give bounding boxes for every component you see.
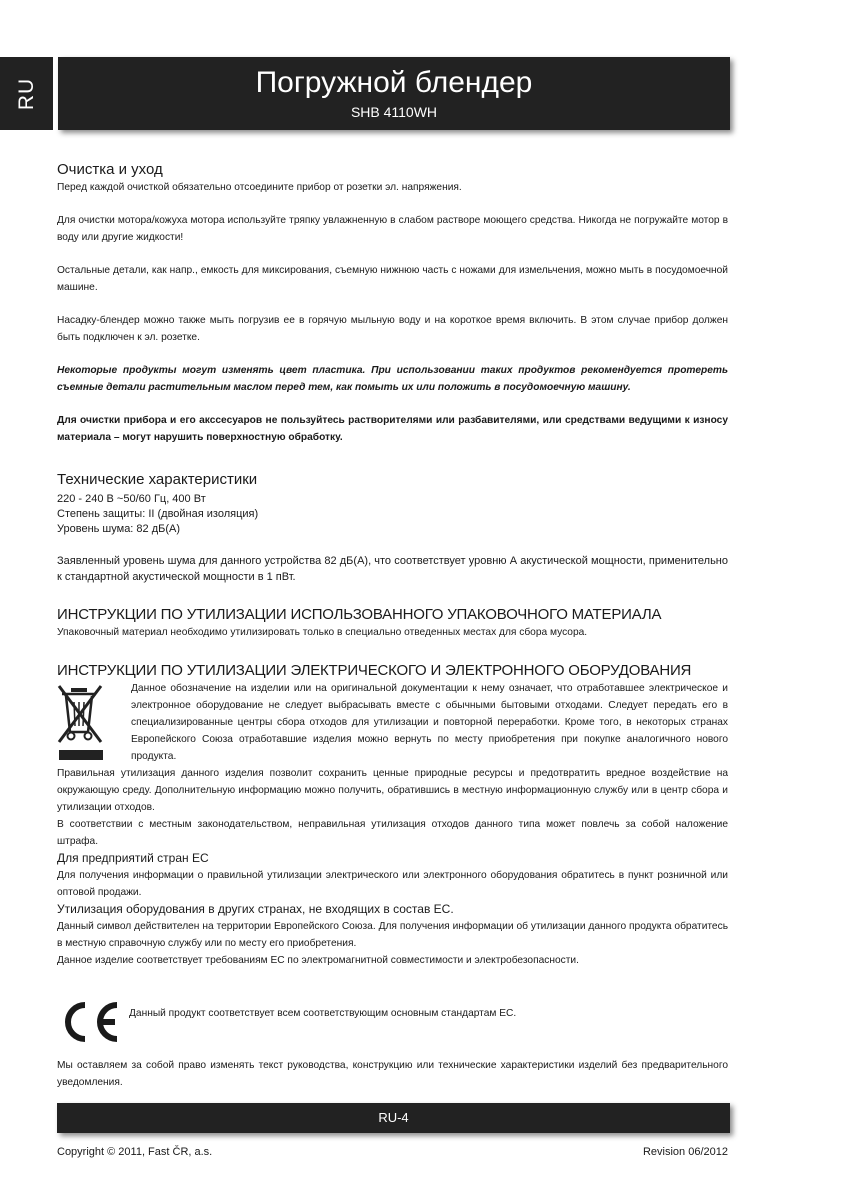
footer-bar xyxy=(57,1103,730,1133)
emc-text: Данное изделие соответствует требованиям ЕС по электромагнитной совместимости и электробезопасности. xyxy=(57,955,579,966)
packaging-text: Упаковочный материал необходимо утилизировать только в специально отведенных местах для сбора мусора. xyxy=(57,627,588,638)
copyright: Copyright © 2011, Fast ČR, a.s. xyxy=(57,1146,213,1158)
weee-paragraph-2: Правильная утилизация данного изделия позволит сохранить ценные природные ресурсы и предотвратить вредное воздействие на окружающую среду. Дополнительную информацию можно получить, обратившись в местную информационную службу или в центр сбора и утилизации отходов. xyxy=(57,768,728,813)
packaging-heading: ИНСТРУКЦИИ ПО УТИЛИЗАЦИИ ИСПОЛЬЗОВАННОГО УПАКОВОЧНОГО МАТЕРИАЛА xyxy=(57,606,662,623)
weee-heading: ИНСТРУКЦИИ ПО УТИЛИЗАЦИИ ЭЛЕКТРИЧЕСКОГО И ЭЛЕКТРОННОГО ОБОРУДОВАНИЯ xyxy=(57,662,692,679)
specs-heading: Технические характеристики xyxy=(57,471,258,488)
ce-section xyxy=(57,999,728,1047)
reserve-text: Мы оставляем за собой право изменять текст руководства, конструкцию или технические характеристики изделий без предварительного уведомления. xyxy=(57,1060,728,1088)
language-label: RU xyxy=(14,77,38,110)
cleaning-heading: Очистка и уход xyxy=(57,161,163,178)
noise-note: Заявленный уровень шума для данного устройства 82 дБ(A), что соответствует уровню А акустической мощности, применительно к стандартной акустической мощности в 1 пВт. xyxy=(57,555,728,583)
spec-protection: Степень защиты: II (двойная изоляция) xyxy=(57,508,259,520)
crossed-bin-icon xyxy=(57,682,109,764)
ce-mark-icon xyxy=(57,999,121,1045)
cleaning-warning-italic: Некоторые продукты могут изменять цвет пластика. При использовании таких продуктов рекомендуется протереть съемные детали растительным маслом перед тем, как помыть их или положить в посудомоечную машину. xyxy=(57,365,728,393)
cleaning-paragraph-2: Для очистки мотора/кожуха мотора используйте тряпку увлажненную в слабом растворе моющего средства. Никогда не погружайте мотор в воду или другие жидкости! xyxy=(57,215,728,243)
spec-power: 220 - 240 В ~50/60 Гц, 400 Вт xyxy=(57,493,206,505)
main-content xyxy=(57,160,728,1091)
non-eu-text: Данный символ действителен на территории Европейского Союза. Для получения информации об утилизации данного продукта обратитесь в местную справочную службу или по месту его приобретения. xyxy=(57,921,728,949)
weee-paragraph-1: Данное обозначение на изделии или на оригинальной документации к нему означает, что отработавшее электрическое и электронное оборудование не следует выбрасывать вместе с обычными бытовыми отходами. Следует передать его в специализированные центры сбора отходов для утилизации и повторной переработки. Кроме того, в некоторых странах Европейского Союза отработавшие изделия можно вернуть по месту приобретения при покупке аналогичного нового продукта. xyxy=(131,683,728,762)
revision: Revision 06/2012 xyxy=(642,1146,728,1158)
language-tab xyxy=(0,57,53,130)
cleaning-paragraph-3: Остальные детали, как напр., емкость для миксирования, съемную нижнюю часть с ножами для измельчения, можно мыть в посудомоечной машине. xyxy=(57,265,728,293)
eu-text: Для получения информации о правильной утилизации электрического или электронного оборудования обратитесь в пункт розничной или оптовой продажи. xyxy=(57,870,728,898)
page-title: Погружной блендер xyxy=(255,66,533,99)
ce-text: Данный продукт соответствует всем соответствующим основным стандартам ЕС. xyxy=(129,1008,517,1019)
spec-noise: Уровень шума: 82 дБ(A) xyxy=(57,523,181,535)
weee-section xyxy=(57,680,728,816)
cleaning-paragraph-1: Перед каждой очисткой обязательно отсоедините прибор от розетки эл. напряжения. xyxy=(57,182,462,193)
model-number: SHB 4110WH xyxy=(350,104,438,120)
non-eu-heading: Утилизация оборудования в других странах, не входящих в состав ЕС. xyxy=(57,902,454,916)
cleaning-paragraph-4: Насадку-блендер можно также мыть погрузив ее в горячую мыльную воду и на короткое время включить. В этом случае прибор должен быть подключен к эл. розетке. xyxy=(57,315,728,343)
header-bar xyxy=(58,57,730,130)
weee-paragraph-3: В соответствии с местным законодательством, неправильная утилизация отходов данного типа может повлечь за собой наложение штрафа. xyxy=(57,819,728,847)
eu-heading: Для предприятий стран ЕС xyxy=(57,851,209,865)
page-number: RU-4 xyxy=(378,1110,409,1125)
cleaning-warning-bold: Для очистки прибора и его акссесуаров не пользуйтесь растворителями или разбавителями, или средствами ведущими к износу материала – могут нарушить поверхностную обработку. xyxy=(57,415,728,443)
